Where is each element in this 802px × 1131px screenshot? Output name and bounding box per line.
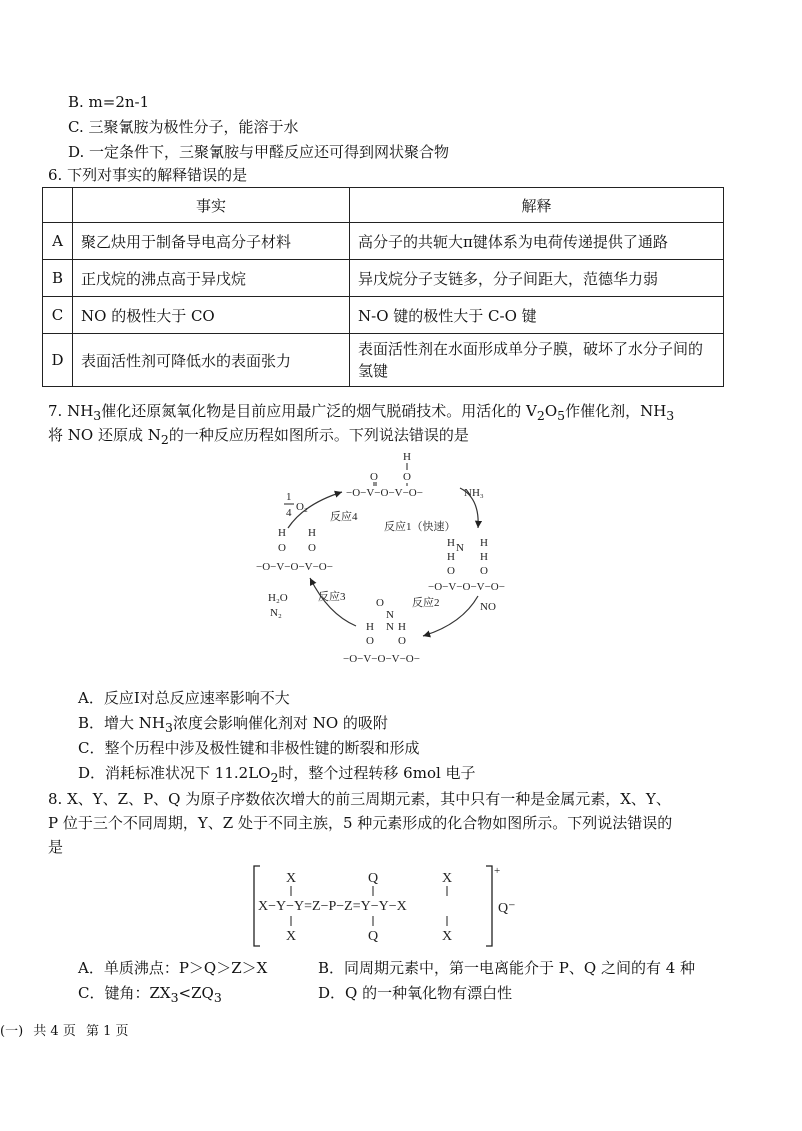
footer-left: (一) (0, 1024, 24, 1039)
subscript: 3 (666, 408, 675, 423)
subscript: 2 (270, 770, 279, 785)
svg-text:H: H (447, 537, 455, 549)
fraction-numerator: 1 (286, 491, 292, 503)
fraction-denominator: 4 (286, 507, 292, 519)
svg-text:Q: Q (368, 929, 379, 944)
compound-structure (252, 862, 522, 952)
q7-option-d-a: D．消耗标准状况下 11.2LO (78, 764, 271, 782)
table-header-explanation: 解释 (350, 188, 724, 223)
table-header-row (43, 188, 724, 223)
no-label: NO (480, 601, 496, 613)
q6-stem: 6. 下列对事实的解释错误的是 (48, 166, 248, 184)
q7-stem-line2-b: 的一种反应历程如图所示。下列说法错误的是 (168, 426, 469, 444)
svg-text:N: N (386, 621, 394, 633)
svg-text:Q: Q (368, 871, 379, 886)
svg-text:O: O (366, 635, 374, 647)
counter-ion: Q⁻ (498, 901, 516, 916)
subscript: 3 (165, 720, 173, 735)
subscript: 3 (213, 990, 222, 1005)
svg-text:H: H (480, 551, 488, 563)
q8-option-c-a: C．键角：ZX (78, 984, 171, 1002)
q8-stem-line2: P 位于三个不同周期，Y、Z 处于不同主族，5 种元素形成的化合物如图所示。下列说法错误的 (48, 814, 673, 832)
table-header-blank (43, 188, 73, 223)
svg-text:O: O (398, 635, 406, 647)
svg-text:H: H (480, 537, 488, 549)
q7-stem-line1 (48, 401, 674, 426)
q7-stem-line2 (48, 425, 469, 450)
row-fact: 聚乙炔用于制备导电高分子材料 (73, 223, 350, 260)
reaction-cycle-diagram (248, 448, 538, 678)
q7-option-a: A．反应Ⅰ对总反应速率影响不大 (78, 689, 290, 707)
table-row (43, 334, 724, 387)
row-fact: NO 的极性大于 CO (73, 297, 350, 334)
q5-option-d: D. 一定条件下，三聚氰胺与甲醛反应还可得到网状聚合物 (68, 143, 450, 161)
table-row (43, 297, 724, 334)
svg-text:−O−V−O−V−O−: −O−V−O−V−O− (428, 581, 505, 593)
row-label: A (43, 223, 73, 260)
svg-text:H: H (366, 621, 374, 633)
q7-stem-line2-a: 将 NO 还原成 N (48, 426, 161, 444)
q8-option-a: A．单质沸点：P＞Q＞Z＞X (78, 959, 268, 977)
table-row (43, 260, 724, 297)
q7-option-c: C．整个历程中涉及极性键和非极性键的断裂和形成 (78, 739, 420, 757)
o2-label: O₂ (296, 501, 308, 513)
svg-text:X: X (442, 871, 453, 886)
q7-option-b-a: B．增大 NH (78, 714, 165, 732)
row-fact: 表面活性剂可降低水的表面张力 (73, 334, 350, 387)
q7-stem-mid1: 催化还原氮氧化物是目前应用最广泛的烟气脱硝技术。用活化的 V (101, 402, 537, 420)
charge-plus: + (494, 865, 501, 877)
subscript: 2 (160, 432, 169, 447)
q8-option-c-b: <ZQ (178, 984, 214, 1002)
subscript: 3 (170, 990, 179, 1005)
q5-option-b: B. m=2n-1 (68, 93, 150, 111)
row-explanation: N-O 键的极性大于 C-O 键 (350, 297, 724, 334)
page-footer (0, 1020, 135, 1039)
svg-text:−O−V−O−V−O−: −O−V−O−V−O− (346, 487, 423, 499)
q8-option-d: D．Q 的一种氧化物有漂白性 (318, 984, 513, 1002)
q7-stem-mid2: O (544, 402, 558, 420)
footer-page-number: 第 1 页 (85, 1024, 129, 1039)
subscript: 5 (557, 408, 566, 423)
svg-text:O: O (480, 565, 488, 577)
row-fact: 正戊烷的沸点高于异戊烷 (73, 260, 350, 297)
subscript: 3 (93, 408, 102, 423)
svg-text:O: O (447, 565, 455, 577)
facts-table (42, 187, 724, 387)
svg-text:O: O (403, 471, 411, 483)
svg-text:X−Y−Y=Z−P−Z=Y−Y−X: X−Y−Y=Z−P−Z=Y−Y−X (258, 899, 407, 914)
svg-text:H: H (308, 527, 316, 539)
nh3-label: NH₃ (464, 487, 484, 499)
svg-text:O: O (278, 542, 286, 554)
table-header-fact: 事实 (73, 188, 350, 223)
svg-text:X: X (286, 871, 297, 886)
row-label: D (43, 334, 73, 387)
q8-stem-line3: 是 (48, 838, 64, 856)
svg-text:O: O (370, 471, 378, 483)
row-label: B (43, 260, 73, 297)
table-row (43, 223, 724, 260)
svg-text:H: H (403, 451, 411, 463)
row-explanation: 高分子的共轭大π键体系为电荷传递提供了通路 (350, 223, 724, 260)
q8-stem-line1: 8. X、Y、Z、P、Q 为原子序数依次增大的前三周期元素，其中只有一种是金属元素，X、Y、 (48, 790, 671, 808)
q7-option-d (78, 763, 476, 788)
n2-label: N₂ (270, 607, 282, 619)
row-explanation: 异戊烷分子支链多，分子间距大，范德华力弱 (350, 260, 724, 297)
svg-text:H: H (447, 551, 455, 563)
q7-stem-mid3: 作催化剂，NH (565, 402, 667, 420)
h2o-label: H₂O (268, 592, 288, 604)
svg-text:H: H (278, 527, 286, 539)
q7-option-d-b: 时，整个过程转移 6mol 电子 (278, 764, 476, 782)
q7-option-b (78, 713, 388, 738)
q5-option-c: C. 三聚氰胺为极性分子，能溶于水 (68, 118, 299, 136)
svg-text:X: X (286, 929, 297, 944)
svg-text:−O−V−O−V−O−: −O−V−O−V−O− (256, 561, 333, 573)
svg-text:−O−V−O−V−O−: −O−V−O−V−O− (343, 653, 420, 665)
q8-option-c (78, 983, 222, 1008)
reaction4-label: 反应4 (330, 511, 358, 523)
row-explanation: 表面活性剂在水面形成单分子膜，破坏了水分子间的氢键 (350, 334, 724, 387)
svg-text:O: O (308, 542, 316, 554)
bracket-right (486, 866, 492, 946)
reaction3-label: 反应3 (318, 591, 346, 603)
svg-text:X: X (442, 929, 453, 944)
row-label: C (43, 297, 73, 334)
svg-text:O: O (376, 597, 384, 609)
svg-text:H: H (398, 621, 406, 633)
reaction2-label: 反应2 (412, 597, 440, 609)
footer-total-pages: 共 4 页 (33, 1024, 76, 1039)
svg-text:N: N (386, 609, 394, 621)
q7-stem-prefix: 7. NH (48, 402, 94, 420)
q8-option-b: B．同周期元素中，第一电离能介于 P、Q 之间的有 4 种 (318, 959, 696, 977)
q7-option-b-b: 浓度会影响催化剂对 NO 的吸附 (172, 714, 388, 732)
svg-text:N: N (456, 542, 464, 554)
subscript: 2 (536, 408, 545, 423)
reaction1-label: 反应1（快速） (384, 521, 456, 533)
